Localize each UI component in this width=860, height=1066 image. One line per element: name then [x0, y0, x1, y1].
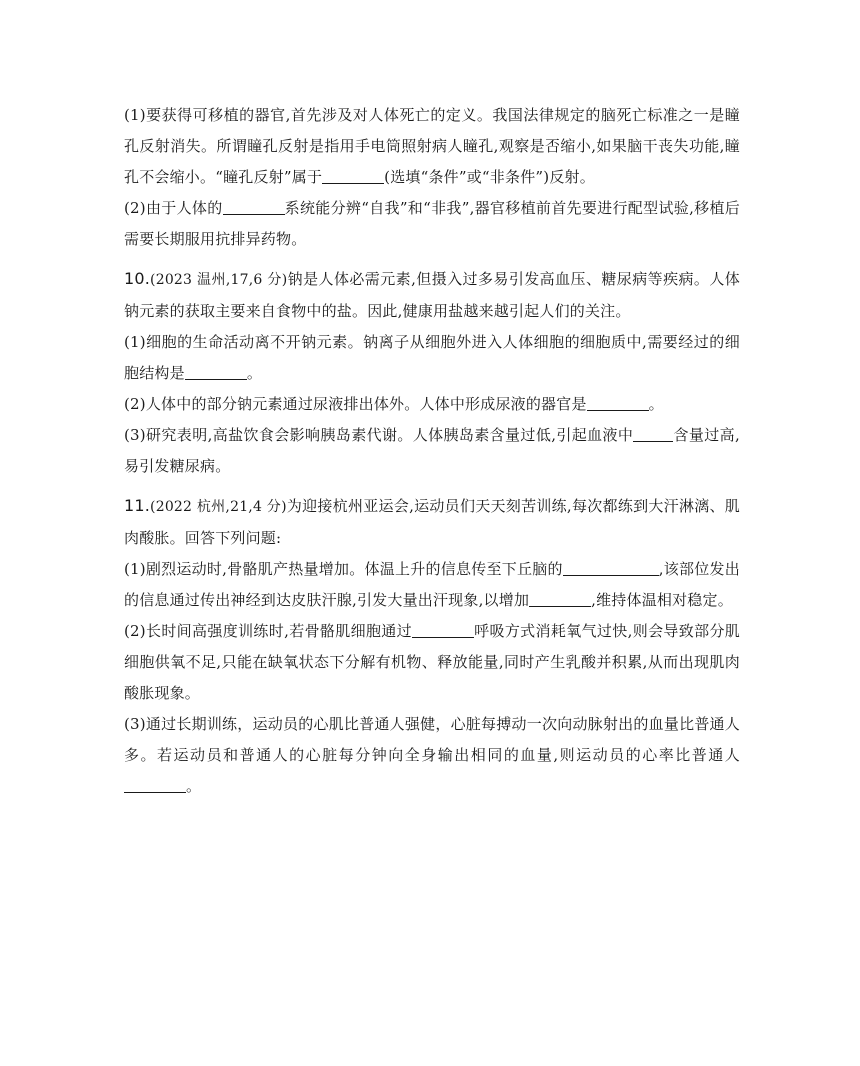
answer-blank[interactable]	[185, 363, 247, 380]
answer-blank[interactable]	[412, 621, 474, 638]
q10-part3-text-b: 含量过高,易引发糖尿病。	[124, 426, 740, 475]
q11-part3	[124, 709, 740, 802]
q11-part3-text-a: (3)通过长期训练，运动员的心肌比普通人强健，心脏每搏动一次向动脉射出的血量比普通人多。若运动员和普通人的心脏每分钟向全身输出相同的血量,则运动员的心率比普通人	[124, 715, 740, 764]
answer-blank[interactable]	[633, 425, 673, 442]
q10-part2-text-b: 。	[648, 395, 664, 413]
q10-part1	[124, 327, 740, 389]
q9-part1-text-b: (选填“条件”或“非条件”)反射。	[384, 168, 595, 186]
q9-part2-text-b: 系统能分辨“自我”和“非我”,器官移植前首先要进行配型试验,移植后需要长期服用抗排异药物。	[124, 199, 740, 248]
q9-part2	[124, 193, 740, 255]
q11-part2-text-a: (2)长时间高强度训练时,若骨骼肌细胞通过	[124, 622, 412, 640]
q11-part1-text-c: ,维持体温相对稳定。	[591, 591, 733, 609]
answer-blank[interactable]	[322, 167, 384, 184]
q9-part1-text-a: (1)要获得可移植的器官,首先涉及对人体死亡的定义。我国法律规定的脑死亡标准之一是瞳孔反射消失。所谓瞳孔反射是指用手电筒照射病人瞳孔,观察是否缩小,如果脑干丧失功能,瞳孔不会缩小。“瞳孔反射”属于	[124, 106, 740, 186]
q10-stem	[124, 263, 740, 327]
worksheet-page	[124, 100, 740, 802]
q10-part3	[124, 420, 740, 482]
q11-part2	[124, 616, 740, 709]
question-number: 10.	[124, 269, 151, 288]
answer-blank[interactable]	[124, 776, 186, 793]
q11-part1-text-b: ,该部位发出的信息通过传出神经到达皮肤汗腺,引发大量出汗现象,以增加	[124, 560, 741, 609]
q11-part3-text-b: 。	[186, 777, 202, 795]
q10-part3-text-a: (3)研究表明,高盐饮食会影响胰岛素代谢。人体胰岛素含量过低,引起血液中	[124, 426, 634, 444]
question-number: 11.	[124, 496, 151, 515]
q10-part2-text-a: (2)人体中的部分钠元素通过尿液排出体外。人体中形成尿液的器官是	[124, 395, 587, 413]
question-stem-text: 为迎接杭州亚运会,运动员们天天刻苦训练,每次都练到大汗淋漓、肌肉酸胀。回答下列问题:	[124, 497, 740, 547]
answer-blank[interactable]	[587, 394, 649, 411]
q10-part1-text-a: (1)细胞的生命活动离不开钠元素。钠离子从细胞外进入人体细胞的细胞质中,需要经过的细胞结构是	[124, 333, 740, 382]
q11-part1-text-a: (1)剧烈运动时,骨骼肌产热量增加。体温上升的信息传至下丘脑的	[124, 560, 563, 578]
q11-part2-text-b: 呼吸方式消耗氧气过快,则会导致部分肌细胞供氧不足,只能在缺氧状态下分解有机物、释放能量,同时产生乳酸并积累,从而出现肌肉酸胀现象。	[124, 622, 741, 702]
q11-stem	[124, 490, 740, 554]
question-source: (2023 温州,17,6 分)	[150, 272, 288, 288]
question-source: (2022 杭州,21,4 分)	[150, 499, 287, 515]
q10-part1-text-b: 。	[246, 364, 263, 382]
question-stem-text: 钠是人体必需元素,但摄入过多易引发高血压、糖尿病等疾病。人体钠元素的获取主要来自食物中的盐。因此,健康用盐越来越引起人们的关注。	[124, 270, 740, 320]
answer-blank[interactable]	[223, 198, 285, 215]
q11-part1	[124, 554, 740, 616]
answer-blank[interactable]	[563, 559, 659, 576]
answer-blank[interactable]	[529, 590, 591, 607]
q9-part2-text-a: (2)由于人体的	[124, 199, 223, 217]
q10-part2	[124, 389, 740, 420]
q9-part1	[124, 100, 740, 193]
